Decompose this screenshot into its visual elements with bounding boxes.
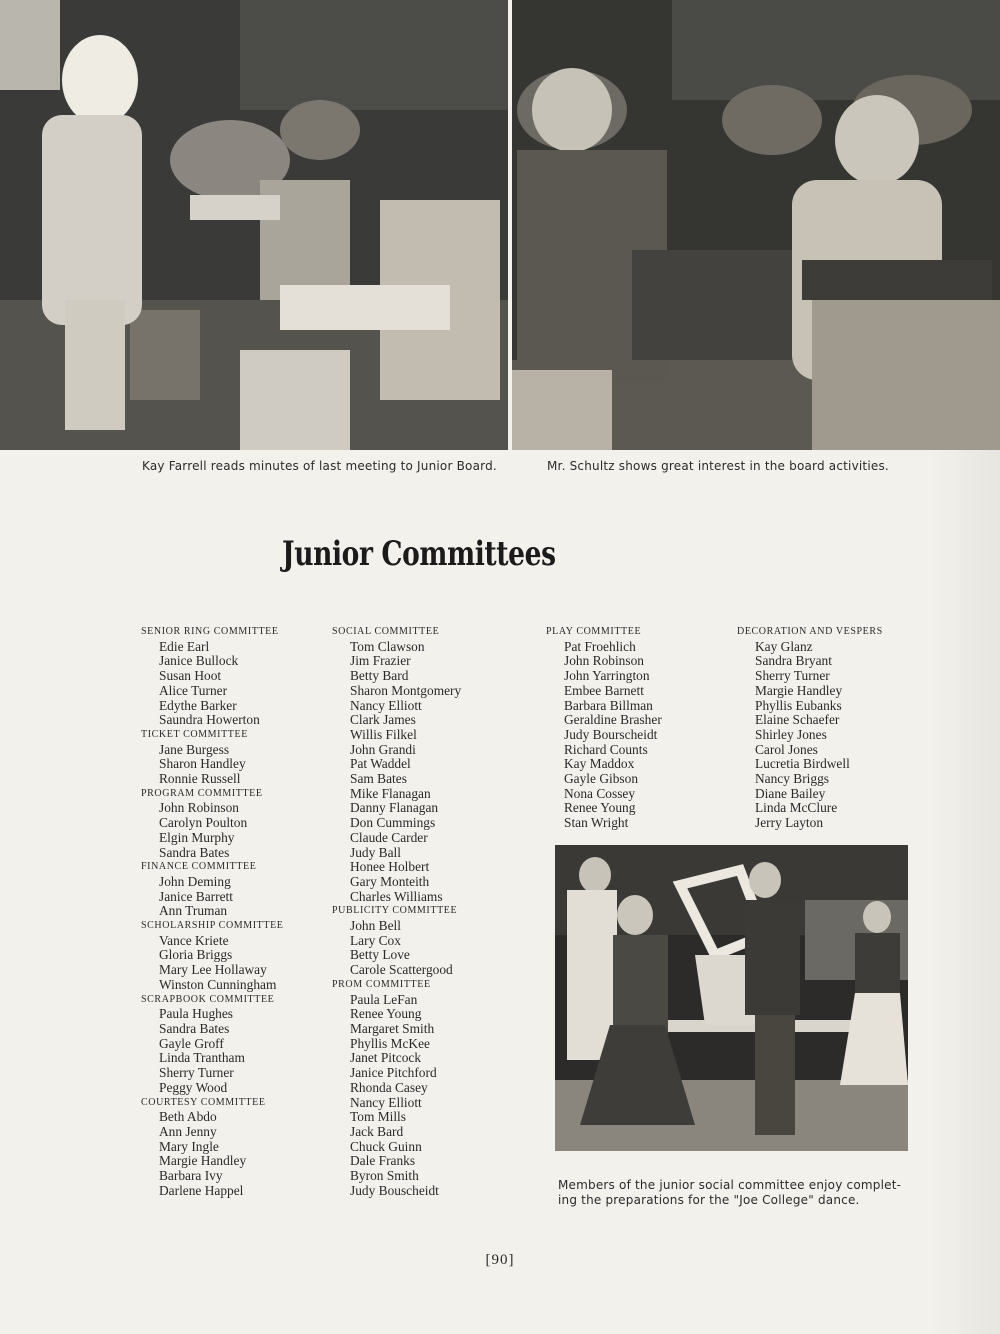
committee-member: Alice Turner xyxy=(159,682,228,698)
committee-member: Lucretia Birdwell xyxy=(755,756,850,772)
committee-member: Edythe Barker xyxy=(159,697,237,713)
committee-heading: PROM COMMITTEE xyxy=(332,978,431,990)
committee-member: Linda McClure xyxy=(755,800,838,816)
committee-heading: SOCIAL COMMITTEE xyxy=(332,626,440,637)
committee-member: John Robinson xyxy=(159,800,239,816)
committee-column xyxy=(737,625,883,831)
committee-member: Edie Earl xyxy=(159,638,210,654)
committee-member: John Robinson xyxy=(564,653,644,669)
committee-member: Richard Counts xyxy=(564,741,648,757)
committee-member: Kay Glanz xyxy=(755,638,813,654)
committee-member: Janice Pitchford xyxy=(350,1065,437,1081)
committee-member: Diane Bailey xyxy=(755,785,826,801)
committee-member: Phyllis Eubanks xyxy=(755,697,842,713)
committee-heading: SCHOLARSHIP COMMITTEE xyxy=(141,920,284,932)
committee-member: Margie Handley xyxy=(755,682,843,698)
committee-member: Embee Barnett xyxy=(564,682,644,698)
committee-member: Sherry Turner xyxy=(159,1065,234,1081)
committee-member: Elaine Schaefer xyxy=(755,712,840,728)
committee-member: Nancy Elliott xyxy=(350,697,422,713)
committee-member: Nancy Elliott xyxy=(350,1094,422,1110)
committee-member: Sharon Montgomery xyxy=(350,682,462,698)
committee-member: Mike Flanagan xyxy=(350,785,431,801)
committee-member: Mary Lee Hollaway xyxy=(159,962,267,978)
committee-member: Jim Frazier xyxy=(350,653,411,669)
committee-column xyxy=(546,625,662,831)
committee-member: Margie Handley xyxy=(159,1153,247,1169)
committee-member: John Deming xyxy=(159,873,231,889)
photo-caption-right: Mr. Schultz shows great interest in the board activities. xyxy=(547,459,889,473)
committee-member: Carolyn Poulton xyxy=(159,815,248,831)
committee-member: Geraldine Brasher xyxy=(564,712,662,728)
committee-heading: SENIOR RING COMMITTEE xyxy=(141,626,279,637)
committee-member: Paula Hughes xyxy=(159,1006,234,1022)
committee-member: Judy Bouscheidt xyxy=(350,1182,439,1198)
committee-member: Janice Bullock xyxy=(159,653,239,669)
committee-member: Beth Abdo xyxy=(159,1109,217,1125)
committee-member: Lary Cox xyxy=(350,932,401,948)
committee-member: Saundra Howerton xyxy=(159,712,260,728)
photo-kay-farrell-reading xyxy=(0,0,508,450)
committee-member: Rhonda Casey xyxy=(350,1079,428,1095)
committee-column xyxy=(332,625,461,1198)
committee-member: Renee Young xyxy=(350,1006,422,1022)
committee-member: Charles Williams xyxy=(350,888,443,904)
committee-member: Shirley Jones xyxy=(755,726,827,742)
committee-member: Pat Froehlich xyxy=(564,638,636,654)
committee-member: Byron Smith xyxy=(350,1168,419,1184)
committee-member: Margaret Smith xyxy=(350,1020,435,1036)
committee-member: Kay Maddox xyxy=(564,756,635,772)
committee-member: Betty Love xyxy=(350,947,410,963)
committee-member: Betty Bard xyxy=(350,668,409,684)
committee-member: Jack Bard xyxy=(350,1123,404,1139)
committee-member: Gayle Gibson xyxy=(564,771,639,787)
committee-member: Sam Bates xyxy=(350,771,407,787)
committee-member: Janice Barrett xyxy=(159,888,233,904)
committee-member: Sandra Bates xyxy=(159,844,230,860)
page-title: Junior Committees xyxy=(282,534,556,574)
committee-member: Winston Cunningham xyxy=(159,976,277,992)
committee-member: Susan Hoot xyxy=(159,668,222,684)
committee-member: Stan Wright xyxy=(564,815,629,831)
committee-member: Janet Pitcock xyxy=(350,1050,422,1066)
page-number: [90] xyxy=(485,1252,515,1268)
committee-member: Claude Carder xyxy=(350,829,428,845)
committee-member: Sharon Handley xyxy=(159,756,246,772)
committee-member: Tom Clawson xyxy=(350,638,425,654)
committee-member: Ronnie Russell xyxy=(159,771,241,787)
committee-member: Gloria Briggs xyxy=(159,947,233,963)
committee-heading: FINANCE COMMITTEE xyxy=(141,861,257,873)
committee-member: Sherry Turner xyxy=(755,668,830,684)
committee-member: Elgin Murphy xyxy=(159,829,235,845)
committee-member: Don Cummings xyxy=(350,815,436,831)
committee-member: Mary Ingle xyxy=(159,1138,219,1154)
committee-member: Nancy Briggs xyxy=(755,771,830,787)
committee-member: Sandra Bates xyxy=(159,1020,230,1036)
photo-social-committee xyxy=(555,845,908,1151)
committee-heading: PLAY COMMITTEE xyxy=(546,626,642,637)
committee-member: Barbara Ivy xyxy=(159,1168,223,1184)
photo-mr-schultz xyxy=(512,0,1000,450)
committee-member: Ann Truman xyxy=(159,903,228,919)
committee-member: Linda Trantham xyxy=(159,1050,245,1066)
committee-column xyxy=(141,625,284,1198)
committee-heading: DECORATION AND VESPERS xyxy=(737,626,883,637)
committee-member: Danny Flanagan xyxy=(350,800,439,816)
committee-member: Carole Scattergood xyxy=(350,962,453,978)
committee-member: John Yarrington xyxy=(564,668,650,684)
committee-member: Phyllis McKee xyxy=(350,1035,430,1051)
committee-member: Judy Bourscheidt xyxy=(564,726,658,742)
committee-member: Peggy Wood xyxy=(159,1079,228,1095)
committee-member: Clark James xyxy=(350,712,416,728)
committee-member: Gary Monteith xyxy=(350,873,430,889)
committee-heading: PUBLICITY COMMITTEE xyxy=(332,905,458,917)
committee-member: Pat Waddel xyxy=(350,756,411,772)
committee-member: Paula LeFan xyxy=(350,991,418,1007)
committee-member: Judy Ball xyxy=(350,844,401,860)
dance-preparation-photo-icon xyxy=(555,845,908,1151)
committee-heading: PROGRAM COMMITTEE xyxy=(141,787,263,799)
committee-heading: TICKET COMMITTEE xyxy=(141,728,248,740)
committee-member: Tom Mills xyxy=(350,1109,406,1125)
committee-member: Chuck Guinn xyxy=(350,1138,422,1154)
committee-member: Darlene Happel xyxy=(159,1182,244,1198)
committee-member: Jerry Layton xyxy=(755,815,824,831)
committee-member: John Bell xyxy=(350,918,401,934)
classroom-photo-icon xyxy=(512,0,1000,450)
committee-heading: SCRAPBOOK COMMITTEE xyxy=(141,993,275,1005)
photo-caption-left: Kay Farrell reads minutes of last meeting to Junior Board. xyxy=(142,459,497,473)
committee-member: Barbara Billman xyxy=(564,697,653,713)
photo-caption-social: Members of the junior social committee enjoy complet- ing the preparations for the "Joe College" dance. xyxy=(558,1178,902,1207)
committee-member: Dale Franks xyxy=(350,1153,416,1169)
committee-member: Sandra Bryant xyxy=(755,653,832,669)
committee-member: Vance Kriete xyxy=(159,932,229,948)
committee-member: Carol Jones xyxy=(755,741,818,757)
classroom-photo-icon xyxy=(0,0,508,450)
committee-heading: COURTESY COMMITTEE xyxy=(141,1096,266,1108)
committee-member: Willis Filkel xyxy=(350,726,417,742)
committee-member: Ann Jenny xyxy=(159,1123,217,1139)
committee-member: Honee Holbert xyxy=(350,859,430,875)
committee-member: Jane Burgess xyxy=(159,741,230,757)
committee-member: Nona Cossey xyxy=(564,785,636,801)
committee-member: Renee Young xyxy=(564,800,636,816)
committee-member: Gayle Groff xyxy=(159,1035,224,1051)
committee-member: John Grandi xyxy=(350,741,416,757)
